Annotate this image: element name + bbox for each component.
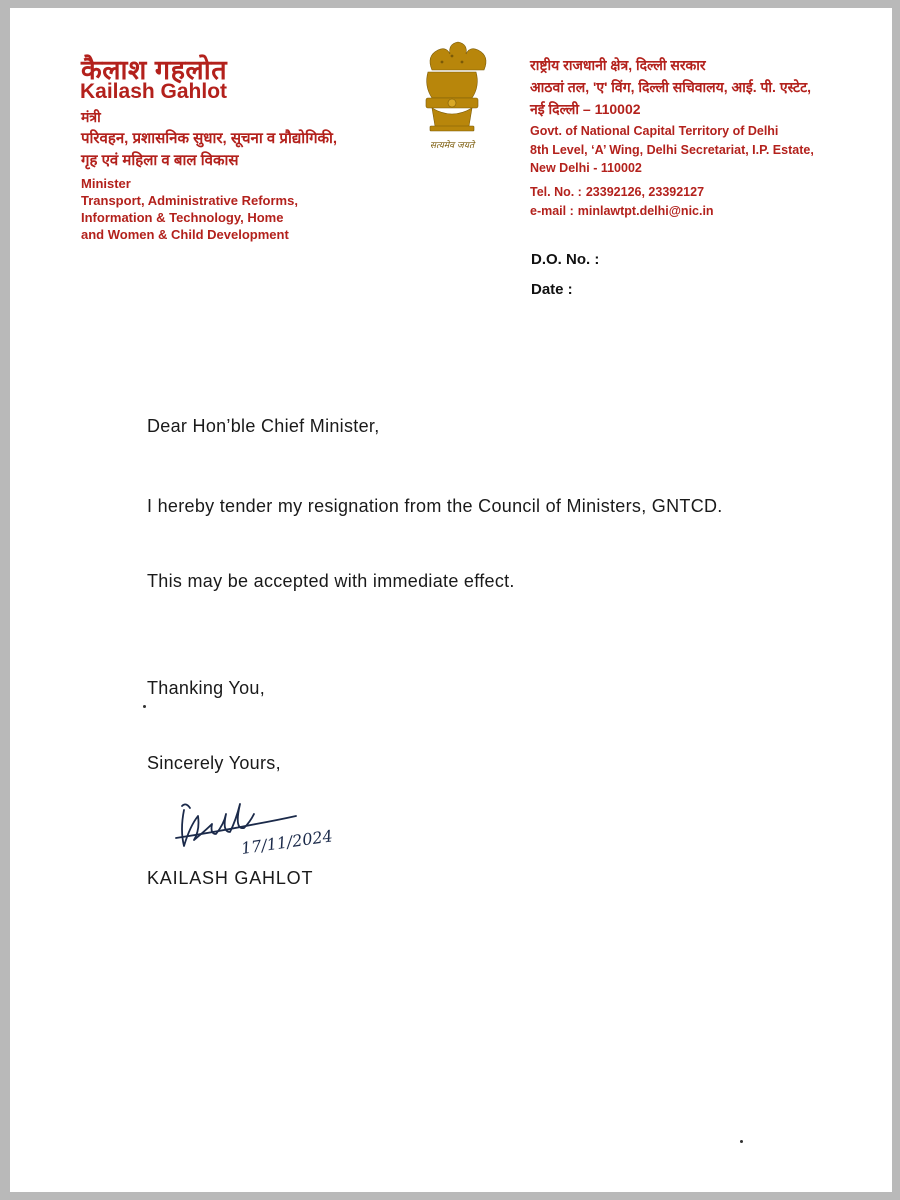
telephone-line (530, 183, 870, 202)
emblem-motto: सत्यमेव जयते (429, 141, 475, 151)
portfolio-english-line: and Women & Child Development (81, 227, 289, 242)
minister-name-english: Kailash Gahlot (80, 80, 228, 103)
address-hindi-line: आठवां तल, 'ए' विंग, दिल्ली सचिवालय, आई. पी. एस्टेट, (530, 79, 812, 95)
address-hindi (530, 54, 870, 120)
portfolio-hindi-line: परिवहन, प्रशासनिक सुधार, सूचना व प्रौद्योगिकी, (81, 130, 338, 147)
address-english-line: 8th Level, ‘A’ Wing, Delhi Secretariat, I.P. Estate, (530, 142, 814, 157)
handwritten-signature (172, 798, 347, 868)
designation-english: Minister (81, 176, 131, 191)
contact-details (530, 183, 870, 220)
address-hindi-line: राष्ट्रीय राजधानी क्षेत्र, दिल्ली सरकार (530, 57, 706, 73)
reference-fields (531, 245, 599, 305)
telephone-label: Tel. No. : (530, 185, 582, 199)
email-line (530, 202, 870, 221)
portfolio-hindi-line: गृह एवं महिला व बाल विकास (81, 152, 239, 169)
closing-line: Sincerely Yours, (147, 753, 281, 773)
signatory-name: KAILASH GAHLOT (147, 868, 314, 888)
signature-date: 17/11/2024 (239, 826, 334, 858)
address-english-line: New Delhi - 110002 (530, 161, 642, 175)
ink-dot (740, 1140, 743, 1143)
salutation: Dear Hon’ble Chief Minister, (147, 416, 380, 436)
portfolio-english-line: Information & Technology, Home (81, 210, 284, 225)
address-hindi-line: नई दिल्ली – 110002 (530, 101, 641, 117)
address-english-line: Govt. of National Capital Territory of Delhi (530, 124, 779, 138)
email-value: minlawtpt.delhi@nic.in (577, 203, 714, 218)
minister-name-hindi: कैलाश गहलोत (81, 55, 228, 85)
acceptance-paragraph: This may be accepted with immediate effect. (147, 571, 515, 591)
telephone-value: 23392126, 23392127 (585, 185, 705, 199)
portfolio-hindi (81, 128, 401, 172)
resignation-paragraph: I hereby tender my resignation from the Council of Ministers, GNTCD. (147, 496, 723, 516)
letter-page (10, 8, 892, 1192)
date-label: Date : (531, 281, 573, 298)
email-label: e-mail : (530, 203, 574, 218)
designation-hindi: मंत्री (81, 109, 101, 125)
portfolio-english (81, 192, 381, 243)
do-number-label: D.O. No. : (531, 251, 600, 268)
ink-dot (143, 705, 146, 708)
address-english (530, 122, 870, 178)
national-emblem-icon (412, 40, 492, 160)
portfolio-english-line: Transport, Administrative Reforms, (81, 193, 298, 208)
thanks-line: Thanking You, (147, 678, 265, 698)
